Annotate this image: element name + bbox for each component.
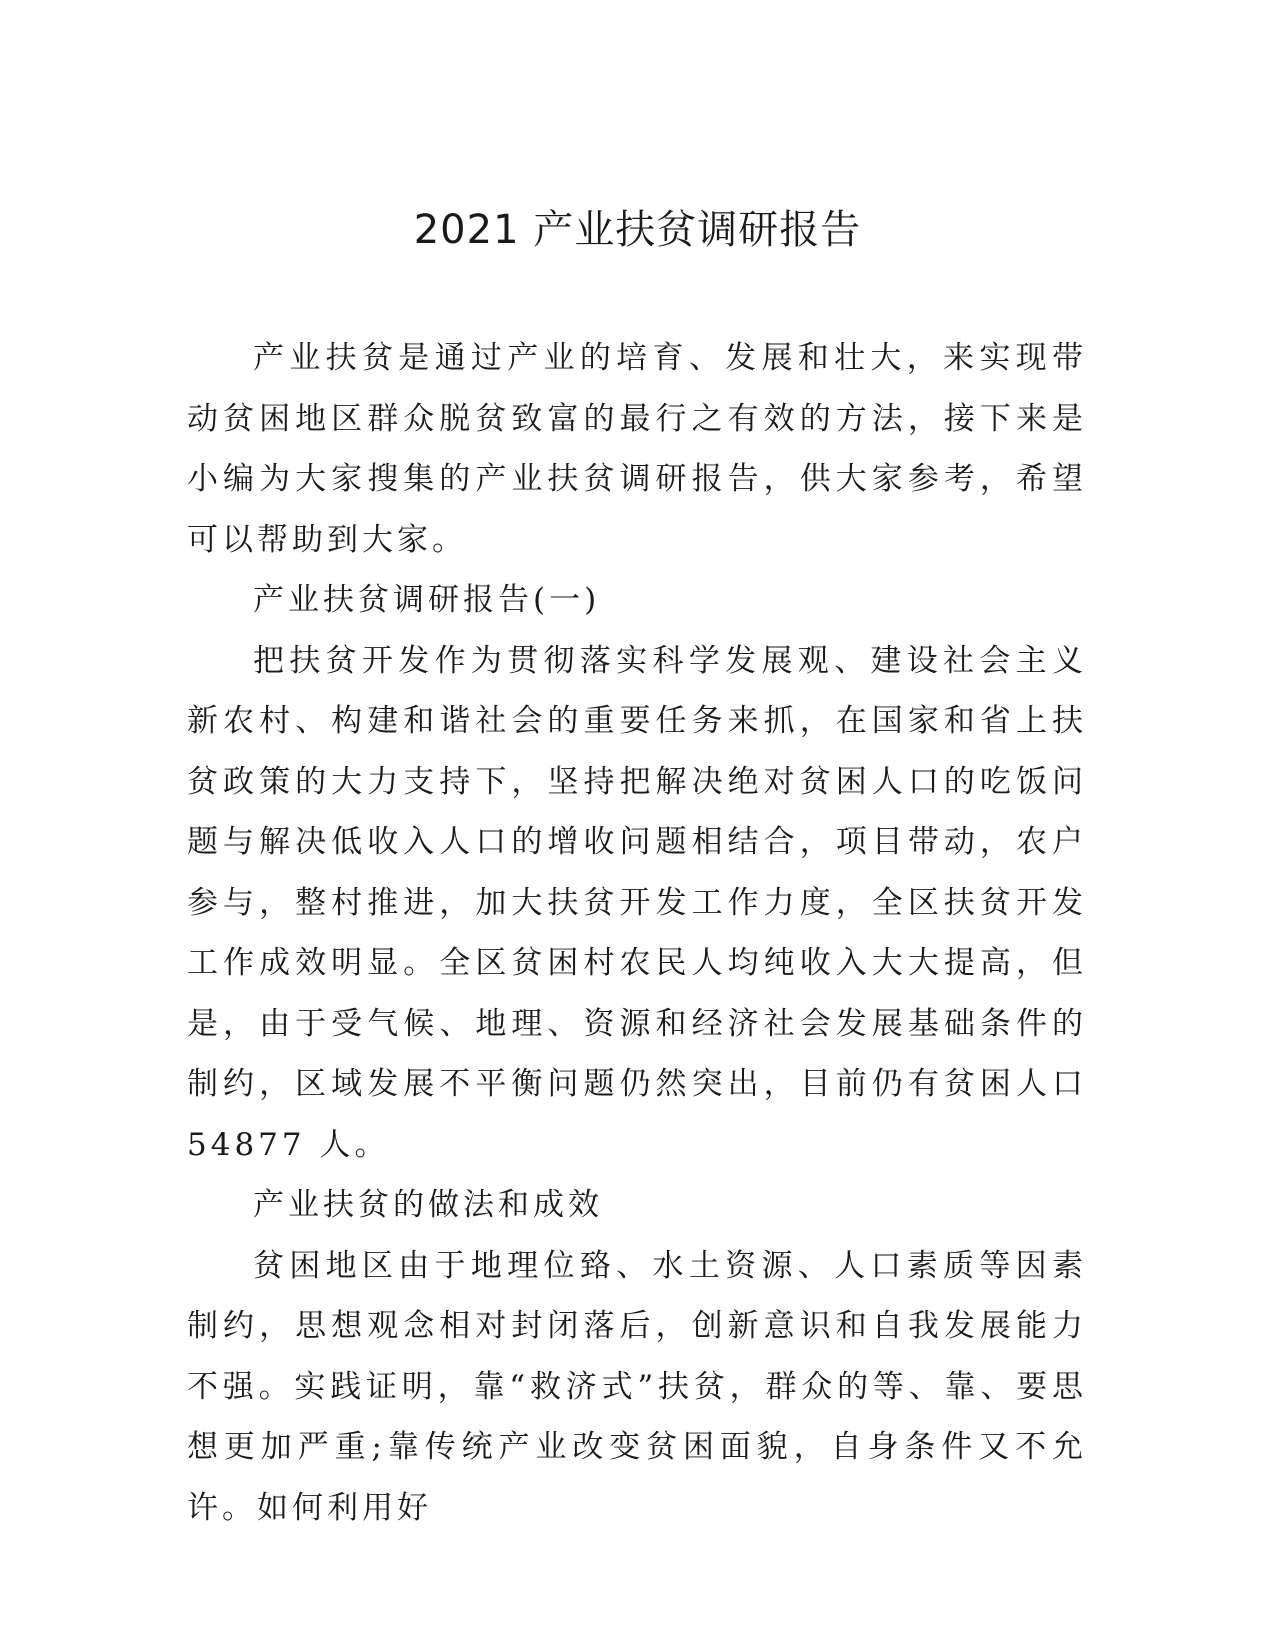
body-paragraph: 把扶贫开发作为贯彻落实科学发展观、建设社会主义新农村、构建和谐社会的重要任务来抓，在国家和省上扶贫政策的大力支持下，坚持把解决绝对贫困人口的吃饭问题与解决低收入人口的增收问题相结合，项目带动，农户参与，整村推进，加大扶贫开发工作力度，全区扶贫开发工作成效明显。全区贫困村农民人均纯收入大大提高，但是，由于受气候、地理、资源和经济社会发展基础条件的制约，区域发展不平衡问题仍然突出，目前仍有贫困人口 54877 人。 bbox=[187, 642, 1087, 1163]
section-heading-report-one: 产业扶贫调研报告(一) bbox=[253, 582, 601, 618]
document-title: 2021 产业扶贫调研报告 bbox=[413, 207, 862, 253]
section-heading-practices: 产业扶贫的做法和成效 bbox=[253, 1187, 603, 1223]
body-paragraph: 贫困地区由于地理位臵、水土资源、人口素质等因素制约，思想观念相对封闭落后，创新意识和自我发展能力不强。实践证明，靠“救济式”扶贫，群众的等、靠、要思想更加严重;靠传统产业改变贫困面貌，自身条件又不允许。如何利用好 bbox=[187, 1247, 1087, 1526]
document-body bbox=[187, 328, 1087, 1538]
intro-paragraph: 产业扶贫是通过产业的培育、发展和壮大，来实现带动贫困地区群众脱贫致富的最行之有效的方法，接下来是小编为大家搜集的产业扶贫调研报告，供大家参考，希望可以帮助到大家。 bbox=[187, 340, 1087, 558]
